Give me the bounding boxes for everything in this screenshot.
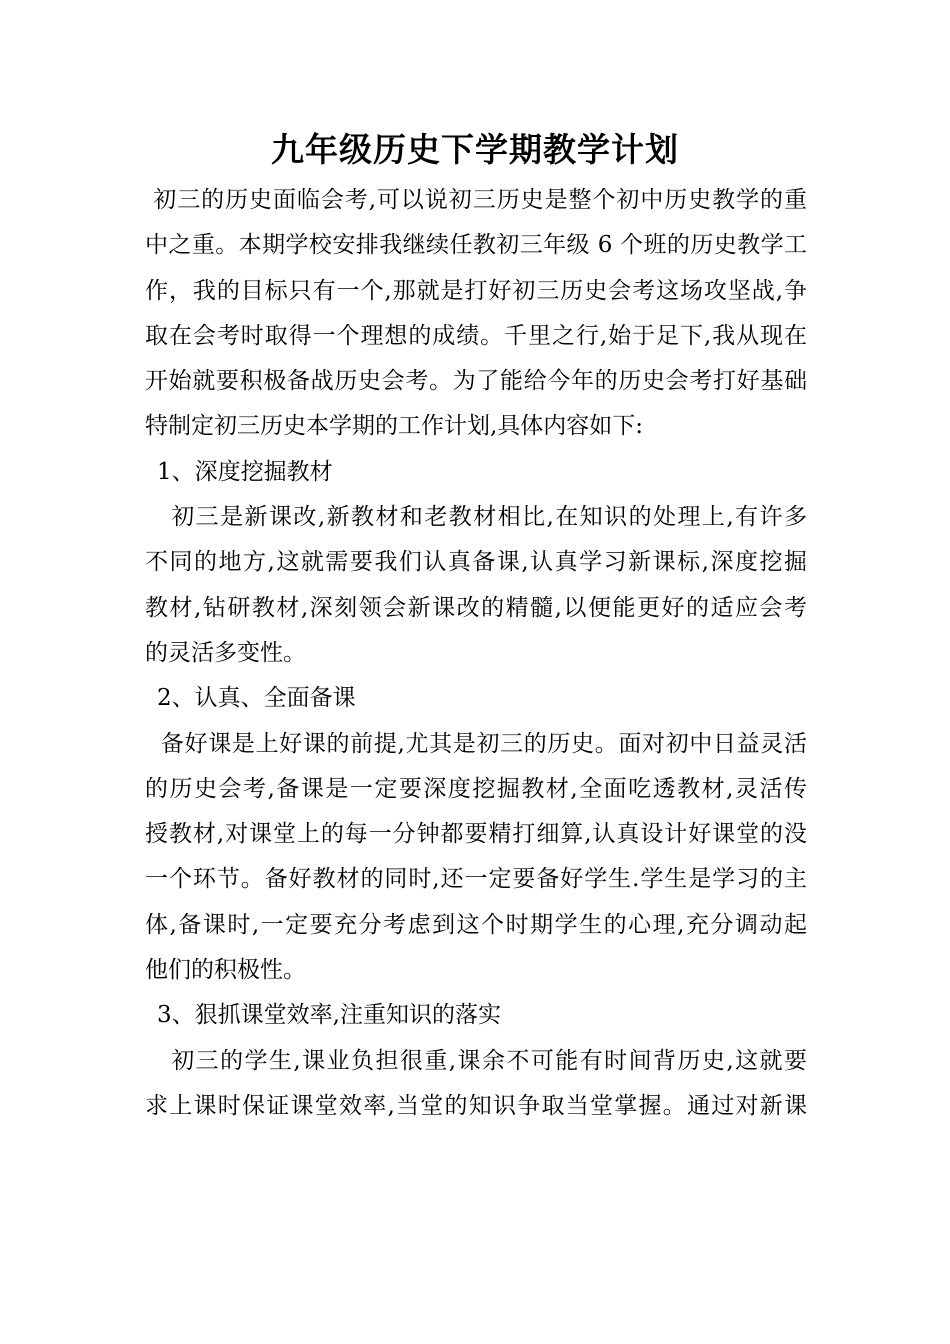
text-line: 作，我的目标只有一个,那就是打好初三历史会考这场攻坚战,争 xyxy=(145,277,807,304)
text-line: 初三是新课改,新教材和老教材相比,在知识的处理上,有许多 xyxy=(145,504,807,531)
document-body xyxy=(145,178,807,1129)
text-line: 求上课时保证课堂效率,当堂的知识争取当堂掌握。通过对新课 xyxy=(145,1092,807,1119)
text-line: 特制定初三历史本学期的工作计划,具体内容如下: xyxy=(145,413,644,440)
text-line: 的历史会考,备课是一定要深度挖掘教材,全面吃透教材,灵活传 xyxy=(145,775,807,802)
text-line: 他们的积极性。 xyxy=(145,957,306,984)
section-heading: 2、认真、全面备课 xyxy=(157,685,356,712)
text-line: 一个环节。备好教材的同时,还一定要备好学生.学生是学习的主 xyxy=(145,866,807,893)
section-heading: 3、狠抓课堂效率,注重知识的落实 xyxy=(157,1002,501,1029)
text-line: 不同的地方,这就需要我们认真备课,认真学习新课标,深度挖掘 xyxy=(145,549,807,576)
intro-paragraph xyxy=(145,178,807,450)
text-line: 的灵活多变性。 xyxy=(145,639,306,666)
text-line: 授教材,对课堂上的每一分钟都要精打细算,认真设计好课堂的没 xyxy=(145,821,807,848)
text-line: 开始就要积极备战历史会考。为了能给今年的历史会考打好基础 xyxy=(145,368,807,395)
text-line: 中之重。本期学校安排我继续任教初三年级 6 个班的历史教学工 xyxy=(145,232,807,259)
text-line: 初三的学生,课业负担很重,课余不可能有时间背历史,这就要 xyxy=(145,1047,807,1074)
document-title: 九年级历史下学期教学计划 xyxy=(271,130,679,169)
text-line: 教材,钻研教材,深刻领会新课改的精髓,以便能更好的适应会考 xyxy=(145,594,807,621)
text-line: 初三的历史面临会考,可以说初三历史是整个初中历史教学的重 xyxy=(145,187,807,213)
section-3 xyxy=(145,993,807,1129)
section-1 xyxy=(145,450,807,676)
section-2 xyxy=(145,676,807,993)
text-line: 备好课是上好课的前提,尤其是初三的历史。面对初中日益灵活 xyxy=(145,730,807,757)
text-line: 体,备课时,一定要充分考虑到这个时期学生的心理,充分调动起 xyxy=(145,911,807,938)
section-heading: 1、深度挖掘教材 xyxy=(157,458,333,485)
text-line: 取在会考时取得一个理想的成绩。千里之行,始于足下,我从现在 xyxy=(145,322,807,349)
